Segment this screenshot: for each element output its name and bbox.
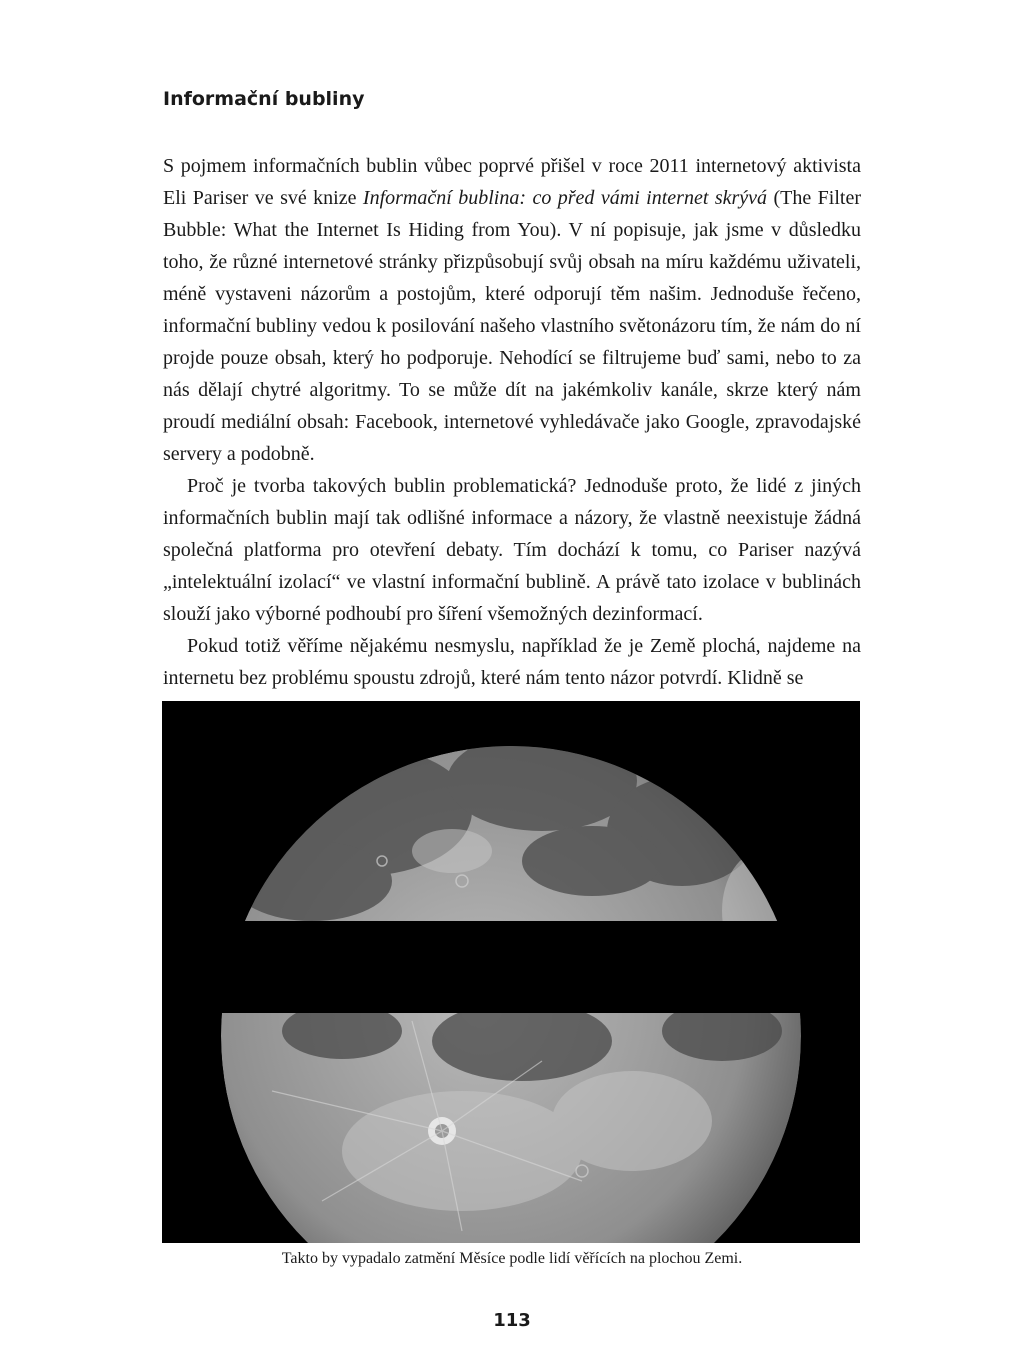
paragraph-2: Proč je tvorba takových bublin problematická? Jednoduše proto, že lidé z jiných informačních bublin mají tak odlišné informace a názory, že vlastně neexistuje žádná společná platforma pro otevření debaty. Tím dochází k tomu, co Pariser nazývá „intelektuální izolací“ ve vlastní informační bublině. A právě tato izolace v bublinách slouží jako výborné podhoubí pro šíření všemožných dezinformací. — [163, 475, 861, 625]
section-heading: Informační bubliny — [163, 88, 365, 110]
page-number: 113 — [493, 1310, 531, 1331]
paragraph-1 — [163, 150, 861, 470]
moon-illustration — [162, 701, 860, 1243]
paragraph-1-end: (The Filter Bubble: What the Internet Is Hiding from You). V ní popisuje, jak jsme v důsledku toho, že různé internetové stránky přizpůsobují svůj obsah na míru každému uživateli, méně vystaveni názorům a postojům, které odporují těm našim. Jednoduše řečeno, informační bubliny vedou k posilování našeho vlastního světonázoru tím, že nám do ní projde pouze obsah, který ho podporuje. Nehodící se filtrujeme buď sami, nebo to za nás dělají chytré algoritmy. To se může dít na jakémkoliv kanále, skrze který nám proudí mediální obsah: Facebook, internetové vyhledávače jako Google, zpravodajské servery a podobně. — [163, 187, 861, 465]
figure-caption: Takto by vypadalo zatmění Měsíce podle lidí věřících na plochou Zemi. — [281, 1250, 743, 1267]
body-text — [163, 150, 861, 694]
shadow-band — [162, 921, 860, 1013]
paragraph-3: Pokud totiž věříme nějakému nesmyslu, například že je Země plochá, najdeme na internetu bez problému spoustu zdrojů, které nám tento názor potvrdí. Klidně se — [163, 635, 861, 689]
moon-eclipse-figure — [162, 701, 860, 1243]
book-title: Informační bublina: co před vámi internet skrývá — [362, 187, 768, 209]
paragraph-1-start: S pojmem informačních bublin vůbec poprvé přišel v roce 2011 internetový aktivista Eli Pariser ve své knize — [163, 155, 861, 209]
